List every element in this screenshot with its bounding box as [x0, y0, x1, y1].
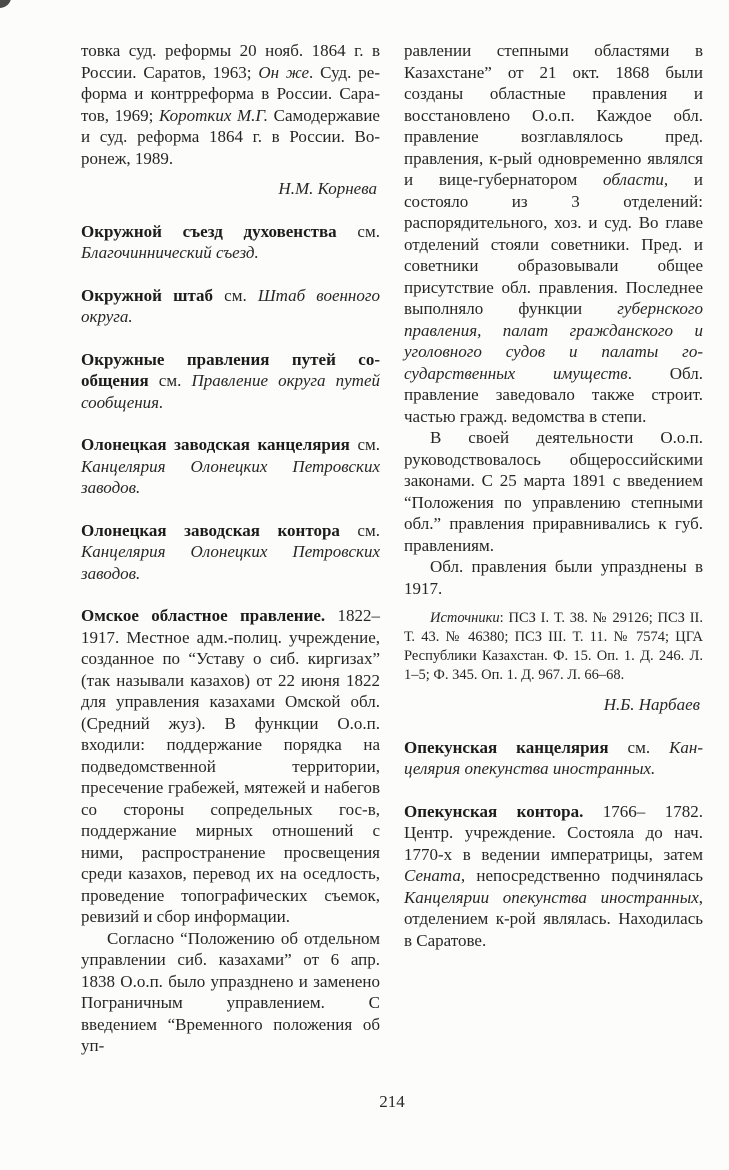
entry-olonetskaya-zavodskaya-kontora [81, 520, 380, 585]
text-segment-normal: , отделением к-рой являлась. Находилась в Саратове. [404, 887, 703, 950]
text-segment-bold: Окружной штаб [81, 285, 214, 305]
entry-omskoe-oblastnoe-pravlenie [81, 605, 380, 928]
text-segment-normal: Обл. правления были упразднены в 1917. [404, 557, 703, 598]
sources-block [404, 609, 703, 685]
text-segment-normal: 1822–1917. Местное адм.-полиц. учреждение, созданное по “Уставу о сиб. киргизах” (так называли казахов) от 22 июня 1822 для управления казахами Омской обл. (Средний жуз). В функции О.о.п. входили: поддержание порядка на подведомственной территории, пресечение грабежей, мятежей и набегов со стороны сопредельных гос-в, поддержание мирных отношений с ними, распространение просвещения среди казахов, перевод их на оседлость, проведение топографических съемок, ревизий и сбор информации. [81, 606, 380, 926]
text-segment-italic: Благочиннический съезд. [81, 243, 259, 262]
text-segment-italic: Н.Б. Нарбаев [603, 695, 700, 714]
text-segment-italic: Правление округа путей сообщения. [81, 371, 380, 412]
text-segment-normal: см. [148, 371, 192, 390]
text-segment-italic: Канцелярия опекунства иностранных. [404, 737, 703, 778]
entry-okruzhnoy-shtab [81, 285, 380, 328]
text-segment-bold: Олонецкая заводская канцелярия [81, 435, 350, 454]
scan-artifact [0, 0, 11, 8]
left-column [81, 40, 380, 1057]
paragraph-v-svoey-deyatelnosti [404, 427, 703, 556]
text-segment-normal: Согласно “Положению об отдельном управлении сиб. казахами” от 6 апр. 1838 О.о.п. было упразднено и заменено Пограничным управлением. С введением “Временного положения об уп- [81, 928, 380, 1055]
paragraph-obl-pravleniya-uprazdneny [404, 556, 703, 599]
text-segment-normal: см. [608, 737, 670, 757]
text-segment-italic: Сената [404, 866, 461, 885]
text-segment-normal: равлении степными областями в Казахстане” от 21 окт. 1868 были созданы областные правления и восстановлено О.о.п. Каждое обл. правление возглавлялось пред. правления, к-рый одновременно являлся и вице-губернатором [404, 41, 703, 189]
text-segment-normal: см. [336, 221, 380, 241]
text-segment-normal: см. [349, 435, 380, 454]
text-segment-italic: Он же [258, 62, 310, 82]
text-segment-bold: Опекунская канцелярия [404, 737, 609, 757]
text-segment-normal: . Обл. правление заведовало также строит. частью гражд. ведомства в степи. [404, 363, 703, 426]
text-columns [81, 40, 703, 1057]
text-segment-normal: Самодержавие и суд. реформа 1864 г. в России. Воронеж, 1989. [81, 105, 380, 168]
text-segment-italic: Штаб военного округа. [81, 285, 380, 326]
text-segment-normal: , и состояло из 3 отделений: распорядительного, хоз. и суд. Во главе отделений стояли советники. Пред. и советники образовывали общее присутствие обл. правления. Последнее выполняло функции [404, 170, 703, 318]
page-number: 214 [379, 1092, 405, 1111]
text-segment-normal: В своей деятельности О.о.п. руководствовалось общероссийскими законами. С 25 марта 1891 с введением “Положения по управлению степными обл.” правления приравнивались к губ. правлениям. [404, 428, 703, 555]
text-segment-normal: 1766– 1782. Центр. учреждение. Состояла до нач. 1770-х в ведении императрицы, затем [404, 801, 703, 864]
text-segment-normal: . Суд. реформа и контрреформа в России. Саратов, 1969; [81, 62, 380, 125]
author-signature-narbaev [404, 694, 703, 716]
right-column [404, 40, 703, 1057]
entry-opekunskaya-kontora [404, 801, 703, 952]
text-segment-italic: Н.М. Корнева [278, 179, 377, 198]
text-segment-bold: Окружной съезд духовенства [81, 221, 337, 241]
text-segment-italic: Канцелярии опекунства иностранных [404, 887, 699, 907]
text-segment-italic: Коротких М.Г. [158, 105, 269, 125]
entry-opekunskaya-kantselyariya [404, 737, 703, 780]
text-segment-italic: губернского правления, палат гражданского и уголовного судов и палаты государственных имуществ [404, 299, 703, 383]
bibliography-continuation-paragraph [81, 40, 380, 169]
entry-okruzhnye-pravleniya-putey-soobshcheniya [81, 349, 380, 414]
text-segment-bold: Олонецкая заводская контора [81, 520, 340, 540]
text-segment-bold: Опекунская контора. [404, 801, 584, 821]
paragraph-soglasno-polozheniyu [81, 928, 380, 1057]
text-segment-bold: Окружные правления путей сообщения [81, 349, 380, 390]
text-segment-italic: области [603, 170, 664, 189]
text-segment-normal: товка суд. реформы 20 нояб. 1864 г. в России. Саратов, 1963; [81, 41, 380, 82]
text-segment-normal: см. [213, 285, 258, 305]
entry-okruzhnoy-syezd-dukhovenstva [81, 221, 380, 264]
paragraph-pravlenii-stepnymi [404, 40, 703, 427]
text-segment-normal: см. [339, 520, 380, 540]
text-segment-italic: Источники [430, 610, 500, 626]
text-segment-italic: Канцелярия Олонецких Петровских заводов. [81, 456, 380, 497]
text-segment-bold: Омское областное правление. [81, 606, 326, 625]
text-segment-italic: Канцелярия Олонецких Петровских заводов. [81, 542, 380, 583]
text-segment-normal: : ПСЗ I. Т. 38. № 29126; ПСЗ II. Т. 43. № 46380; ПСЗ III. Т. 11. № 7574; ЦГА Республики Казахстан. Ф. 15. Оп. 1. Д. 246. Л. 1–5; Ф. 345. Оп. 1. Д. 967. Л. 66–68. [404, 610, 703, 683]
author-signature-korneva [81, 178, 380, 200]
entry-olonetskaya-zavodskaya-kantselyariya [81, 434, 380, 499]
text-segment-normal: , непосредственно подчинялась [460, 866, 703, 885]
